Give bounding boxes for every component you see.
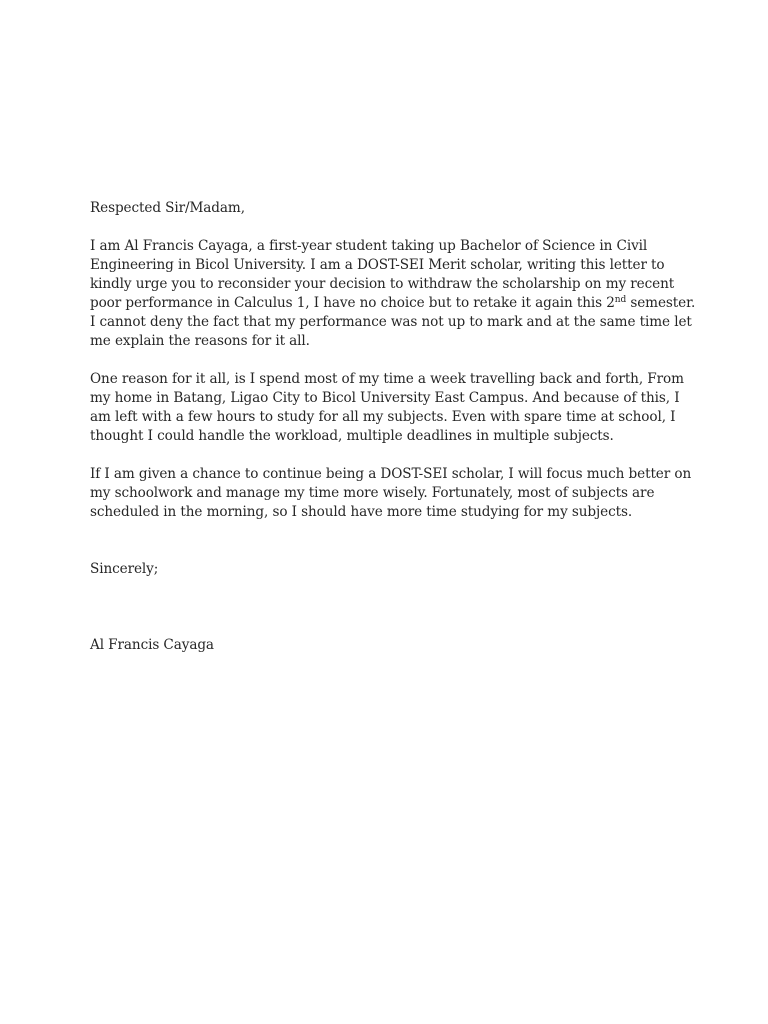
- text-line: If I am given a chance to continue being a DOST-SEI scholar, I will focus much better on: [90, 466, 692, 482]
- text-segment: semester.: [626, 295, 696, 311]
- text-line: One reason for it all, is I spend most of my time a week travelling back and forth, From: [90, 371, 684, 387]
- text-line: I am Al Francis Cayaga, a first-year student taking up Bachelor of Science in Civil: [90, 238, 648, 254]
- text-line: Engineering in Bicol University. I am a DOST-SEI Merit scholar, writing this letter to: [90, 257, 665, 273]
- paragraph-introduction: [90, 237, 720, 351]
- text-segment: poor performance in Calculus 1, I have no choice but to retake it again this 2: [90, 295, 615, 311]
- text-line: scheduled in the morning, so I should have more time studying for my subjects.: [90, 504, 633, 520]
- text-line: I cannot deny the fact that my performance was not up to mark and at the same time let: [90, 314, 692, 330]
- ordinal-superscript: nd: [614, 295, 627, 305]
- letter-body: [90, 199, 720, 655]
- text-line: my home in Batang, Ligao City to Bicol University East Campus. And because of this, I: [90, 390, 680, 406]
- text-line: [90, 294, 720, 313]
- text-line: my schoolwork and manage my time more wisely. Fortunately, most of subjects are: [90, 485, 655, 501]
- paragraph-reason: [90, 370, 720, 446]
- signature-name: Al Francis Cayaga: [90, 637, 214, 653]
- closing: Sincerely;: [90, 561, 159, 577]
- text-line: kindly urge you to reconsider your decision to withdraw the scholarship on my recent: [90, 276, 675, 292]
- text-line: me explain the reasons for it all.: [90, 333, 310, 349]
- salutation: Respected Sir/Madam,: [90, 200, 245, 216]
- text-line: am left with a few hours to study for all my subjects. Even with spare time at school, I: [90, 409, 676, 425]
- text-line: thought I could handle the workload, multiple deadlines in multiple subjects.: [90, 428, 614, 444]
- paragraph-commitment: [90, 465, 720, 522]
